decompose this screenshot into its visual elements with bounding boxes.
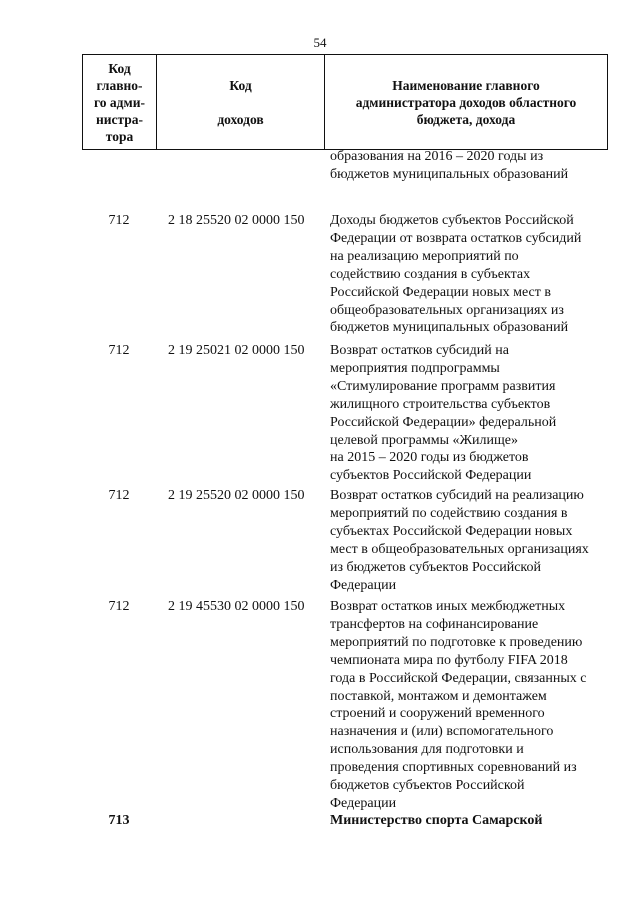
income-description: Министерство спорта Самарской	[330, 813, 543, 828]
income-description: Доходы бюджетов субъектов Российской Федерации от возврата остатков субсидий на реализацию мероприятий по содействию создания в субъектах Российской Федерации новых мест в общеобразовательных организациях из бюджетов муниципальных образований	[330, 213, 582, 336]
income-description: Возврат остатков субсидий на мероприятия подпрограммы «Стимулирование программ развития жилищного строительства субъектов Российской Федерации» федеральной целевой программы «Жилище» на 2015 – 2020 годы из бюджетов субъектов Российской Федерации	[330, 343, 557, 484]
header-admin-code: Код главно- го адми- нистра- тора	[83, 55, 157, 149]
income-code: 2 18 25520 02 0000 150	[168, 213, 305, 228]
income-code: 2 19 25021 02 0000 150	[168, 343, 305, 358]
admin-code: 713	[108, 813, 130, 828]
admin-code: 712	[108, 343, 130, 358]
page-number: 54	[313, 35, 327, 50]
table-header	[82, 54, 608, 150]
income-description: образования на 2016 – 2020 годы из бюджетов муниципальных образований	[330, 149, 569, 182]
header-name: Наименование главного администратора доходов областного бюджета, дохода	[355, 77, 577, 127]
income-code: 2 19 45530 02 0000 150	[168, 599, 305, 614]
header-income-code: Код доходов	[157, 55, 325, 149]
admin-code: 712	[108, 213, 130, 228]
income-code: 2 19 25520 02 0000 150	[168, 488, 305, 503]
admin-code: 712	[108, 488, 130, 503]
income-description: Возврат остатков иных межбюджетных трансфертов на софинансирование мероприятий по подготовке к проведению чемпионата мира по футболу FIFA 2018 года в Российской Федерации, связанных с поставкой, монтажом и демонтажем строений и сооружений временного назначения и (или) вспомогательного использования для подготовки и проведения спортивных соревнований из бюджетов субъектов Российской Федерации	[330, 599, 587, 811]
admin-code: 712	[108, 599, 130, 614]
income-description: Возврат остатков субсидий на реализацию мероприятий по содействию создания в субъектах Российской Федерации новых мест в общеобразовательных организациях из бюджетов субъектов Российской Федерации	[330, 488, 589, 593]
